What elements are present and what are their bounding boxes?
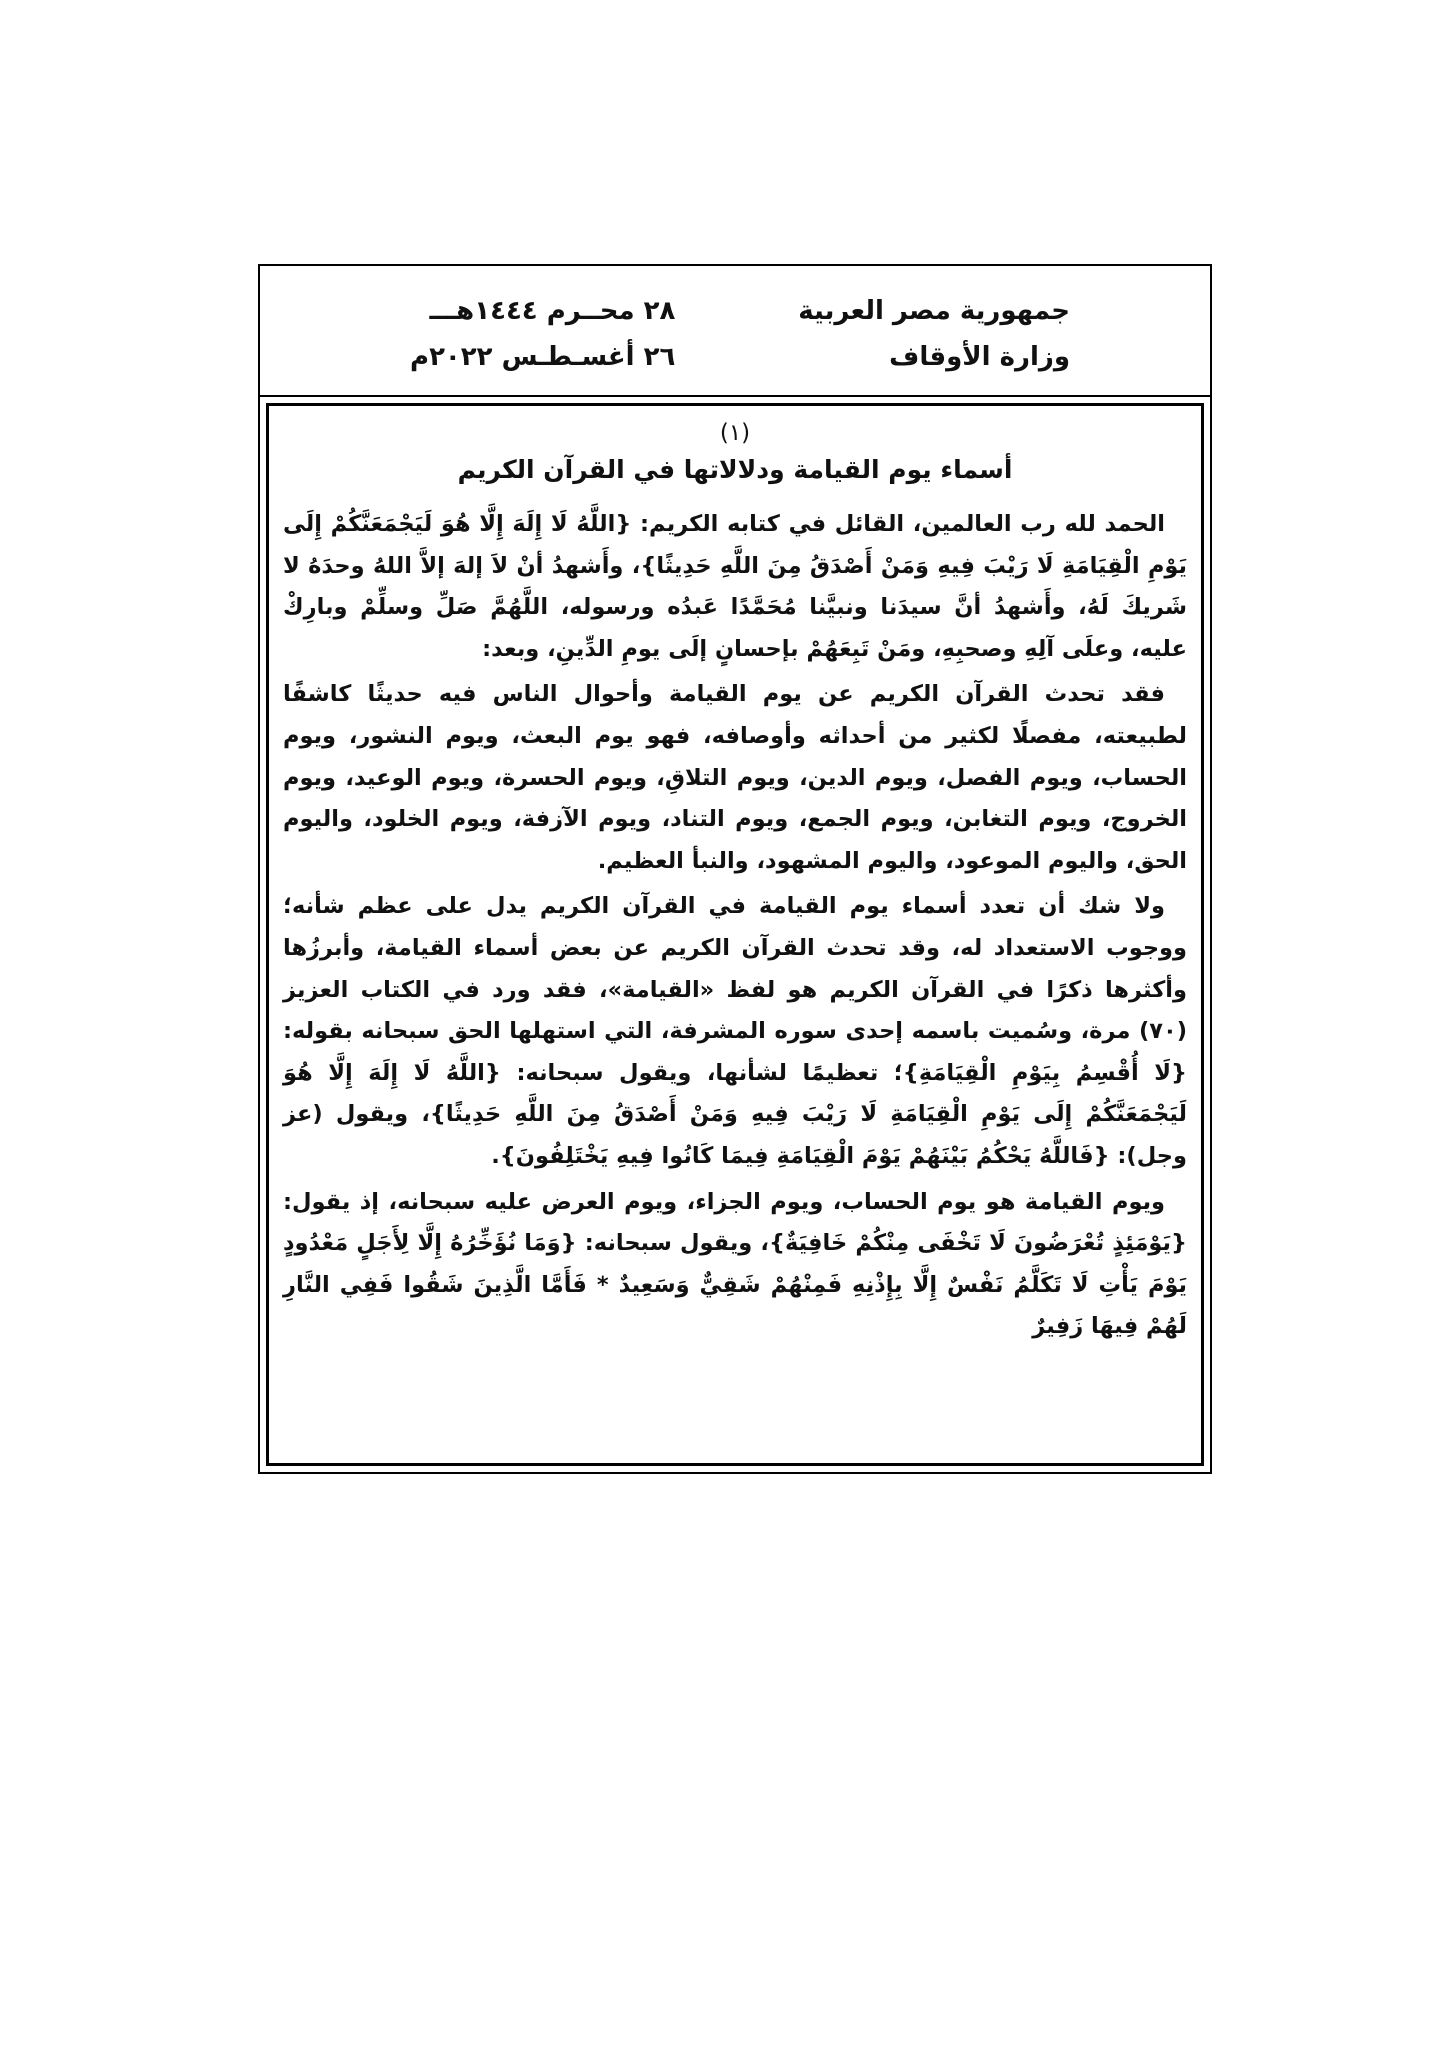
paragraph-names-of-day: فقد تحدث القرآن الكريم عن يوم القيامة وأحوال الناس فيه حديثًا كاشفًا لطبيعته، مفصلًا لكثير من أحداثه وأوصافه، فهو يوم البعث، ويوم النشور، ويوم الحساب، ويوم الفصل، ويوم الدين، ويوم التلاقِ، ويوم الحسرة، ويوم الوعيد، ويوم الخروج، ويوم التغابن، ويوم الجمع، ويوم التناد، ويوم الآزفة، ويوم الخلود، واليوم الحق، واليوم الموعود، واليوم المشهود، والنبأ العظيم.: [283, 681, 1187, 874]
document-title: أسماء يوم القيامة ودلالاتها في القرآن الكريم: [457, 455, 1013, 484]
document-body: [266, 403, 1204, 1466]
paragraph-reckoning: ويوم القيامة هو يوم الحساب، ويوم الجزاء، ويوم العرض عليه سبحانه، إذ يقول: {يَوْمَئِذٍ تُعْرَضُونَ لَا تَخْفَى مِنْكُمْ خَافِيَةٌ}، ويقول سبحانه: {وَمَا نُؤَخِّرُهُ إِلَّا لِأَجَلٍ مَعْدُودٍ يَوْمَ يَأْتِ لَا تَكَلَّمُ نَفْسٌ إِلَّا بِإِذْنِهِ فَمِنْهُمْ شَقِيٌّ وَسَعِيدٌ * فَأَمَّا الَّذِينَ شَقُوا فَفِي النَّارِ لَهُمْ فِيهَا زَفِيرٌ: [283, 1188, 1187, 1340]
ministry-name: وزارة الأوقاف: [889, 342, 1070, 372]
section-number: (١): [719, 420, 751, 446]
page-frame: [258, 264, 1212, 1474]
country-name: جمهورية مصر العربية: [798, 296, 1070, 326]
hijri-date: ٢٨ محــرم ١٤٤٤هـــ: [429, 296, 676, 326]
paragraph-significance: ولا شك أن تعدد أسماء يوم القيامة في القرآن الكريم يدل على عظم شأنه؛ ووجوب الاستعداد له، وقد تحدث القرآن الكريم عن بعض أسماء القيامة، وأبرزُها وأكثرها ذكرًا في القرآن الكريم هو لفظ «القيامة»، فقد ورد في الكتاب العزيز (٧٠) مرة، وسُميت باسمه إحدى سوره المشرفة، التي استهلها الحق سبحانه بقوله: {لَا أُقْسِمُ بِيَوْمِ الْقِيَامَةِ}؛ تعظيمًا لشأنها، ويقول سبحانه: {اللَّهُ لَا إِلَهَ إِلَّا هُوَ لَيَجْمَعَنَّكُمْ إِلَى يَوْمِ الْقِيَامَةِ لَا رَيْبَ فِيهِ وَمَنْ أَصْدَقُ مِنَ اللَّهِ حَدِيثًا}، ويقول (عز وجل): {فَاللَّهُ يَحْكُمُ بَيْنَهُمْ يَوْمَ الْقِيَامَةِ فِيمَا كَانُوا فِيهِ يَخْتَلِفُونَ}.: [283, 893, 1187, 1169]
document-header: [260, 266, 1210, 397]
paragraph-opening: الحمد لله رب العالمين، القائل في كتابه الكريم: {اللَّهُ لَا إِلَهَ إِلَّا هُوَ لَيَجْمَعَنَّكُمْ إِلَى يَوْمِ الْقِيَامَةِ لَا رَيْبَ فِيهِ وَمَنْ أَصْدَقُ مِنَ اللَّهِ حَدِيثًا}، وأَشهدُ أنْ لاَ إلهَ إلاَّ اللهُ وحدَهُ لا شَريكَ لَهُ، وأَشهدُ أنَّ سيدَنا ونبيَّنا مُحَمَّدًا عَبدُه ورسوله، اللَّهُمَّ صَلِّ وسلِّمْ وبارِكْ عليه، وعلَى آلِهِ وصحبِهِ، ومَنْ تَبِعَهُمْ بإحسانٍ إلَى يومِ الدِّينِ، وبعد:: [283, 511, 1187, 662]
gregorian-date: ٢٦ أغسـطـس ٢٠٢٢م: [410, 342, 676, 372]
header-issuer: [798, 288, 1070, 380]
header-dates: [410, 288, 675, 380]
